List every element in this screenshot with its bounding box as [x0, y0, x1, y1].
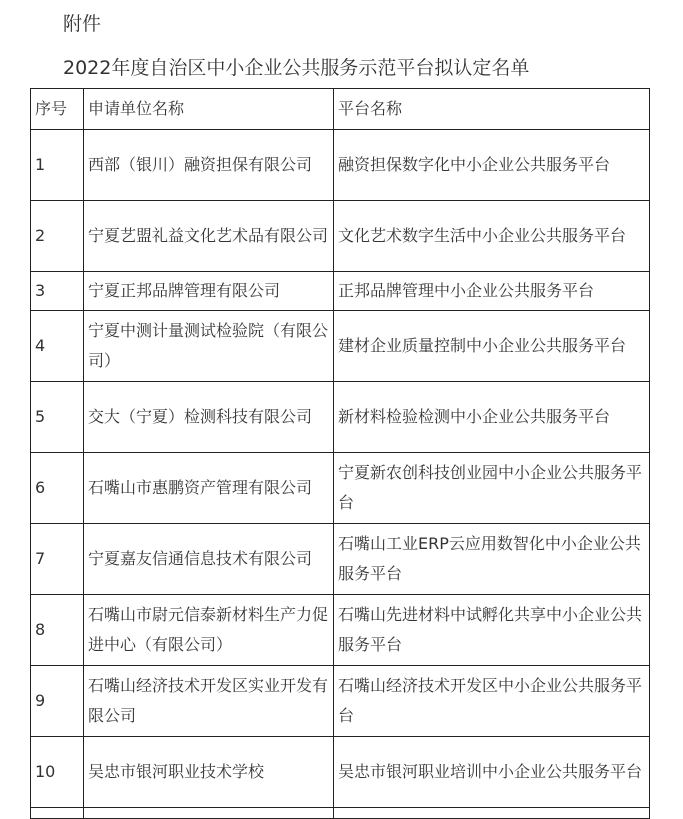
attachment-label: 附件: [63, 13, 102, 35]
applicant-name: 宁夏中测计量测试检验院（有限公司）: [84, 311, 334, 382]
platform-name: 融资担保数字化中小企业公共服务平台: [334, 130, 650, 201]
table-row: [31, 201, 650, 272]
table-row: [31, 382, 650, 453]
table-row: [31, 524, 650, 595]
applicant-name: 石嘴山经济技术开发区实业开发有限公司: [84, 666, 334, 737]
empty-cell: [334, 808, 650, 819]
applicant-name: 交大（宁夏）检测科技有限公司: [84, 382, 334, 453]
row-number: 4: [31, 311, 84, 382]
header-applicant-name: 申请单位名称: [84, 89, 334, 130]
platform-name: 石嘴山先进材料中试孵化共享中小企业公共服务平台: [334, 595, 650, 666]
row-number: 5: [31, 382, 84, 453]
platform-name: 文化艺术数字生活中小企业公共服务平台: [334, 201, 650, 272]
platform-name: 吴忠市银河职业培训中小企业公共服务平台: [334, 737, 650, 808]
table-row: [31, 453, 650, 524]
row-number: 2: [31, 201, 84, 272]
row-number: 9: [31, 666, 84, 737]
header-serial-number: 序号: [31, 89, 84, 130]
applicant-name: 宁夏正邦品牌管理有限公司: [84, 272, 334, 311]
table-row-partial: [31, 808, 650, 819]
table-row: [31, 666, 650, 737]
row-number: 7: [31, 524, 84, 595]
row-number: 3: [31, 272, 84, 311]
row-number: 8: [31, 595, 84, 666]
row-number: 6: [31, 453, 84, 524]
platform-name: 石嘴山工业ERP云应用数智化中小企业公共服务平台: [334, 524, 650, 595]
applicant-name: 石嘴山市尉元信泰新材料生产力促进中心（有限公司）: [84, 595, 334, 666]
applicant-name: 西部（银川）融资担保有限公司: [84, 130, 334, 201]
table-header-row: [31, 89, 650, 130]
table-row: [31, 272, 650, 311]
table-row: [31, 737, 650, 808]
row-number: 1: [31, 130, 84, 201]
platform-name: 新材料检验检测中小企业公共服务平台: [334, 382, 650, 453]
page-title: 2022年度自治区中小企业公共服务示范平台拟认定名单: [63, 57, 530, 79]
row-number: 10: [31, 737, 84, 808]
platform-name: 建材企业质量控制中小企业公共服务平台: [334, 311, 650, 382]
header-platform-name: 平台名称: [334, 89, 650, 130]
applicant-name: 宁夏嘉友信通信息技术有限公司: [84, 524, 334, 595]
table-row: [31, 595, 650, 666]
platform-name: 正邦品牌管理中小企业公共服务平台: [334, 272, 650, 311]
applicant-name: 宁夏艺盟礼益文化艺术品有限公司: [84, 201, 334, 272]
empty-cell: [31, 808, 84, 819]
platform-name: 宁夏新农创科技创业园中小企业公共服务平台: [334, 453, 650, 524]
applicant-name: 石嘴山市惠鹏资产管理有限公司: [84, 453, 334, 524]
table-row: [31, 130, 650, 201]
empty-cell: [84, 808, 334, 819]
table-row: [31, 311, 650, 382]
platform-list-table: [30, 88, 650, 819]
platform-name: 石嘴山经济技术开发区中小企业公共服务平台: [334, 666, 650, 737]
applicant-name: 吴忠市银河职业技术学校: [84, 737, 334, 808]
